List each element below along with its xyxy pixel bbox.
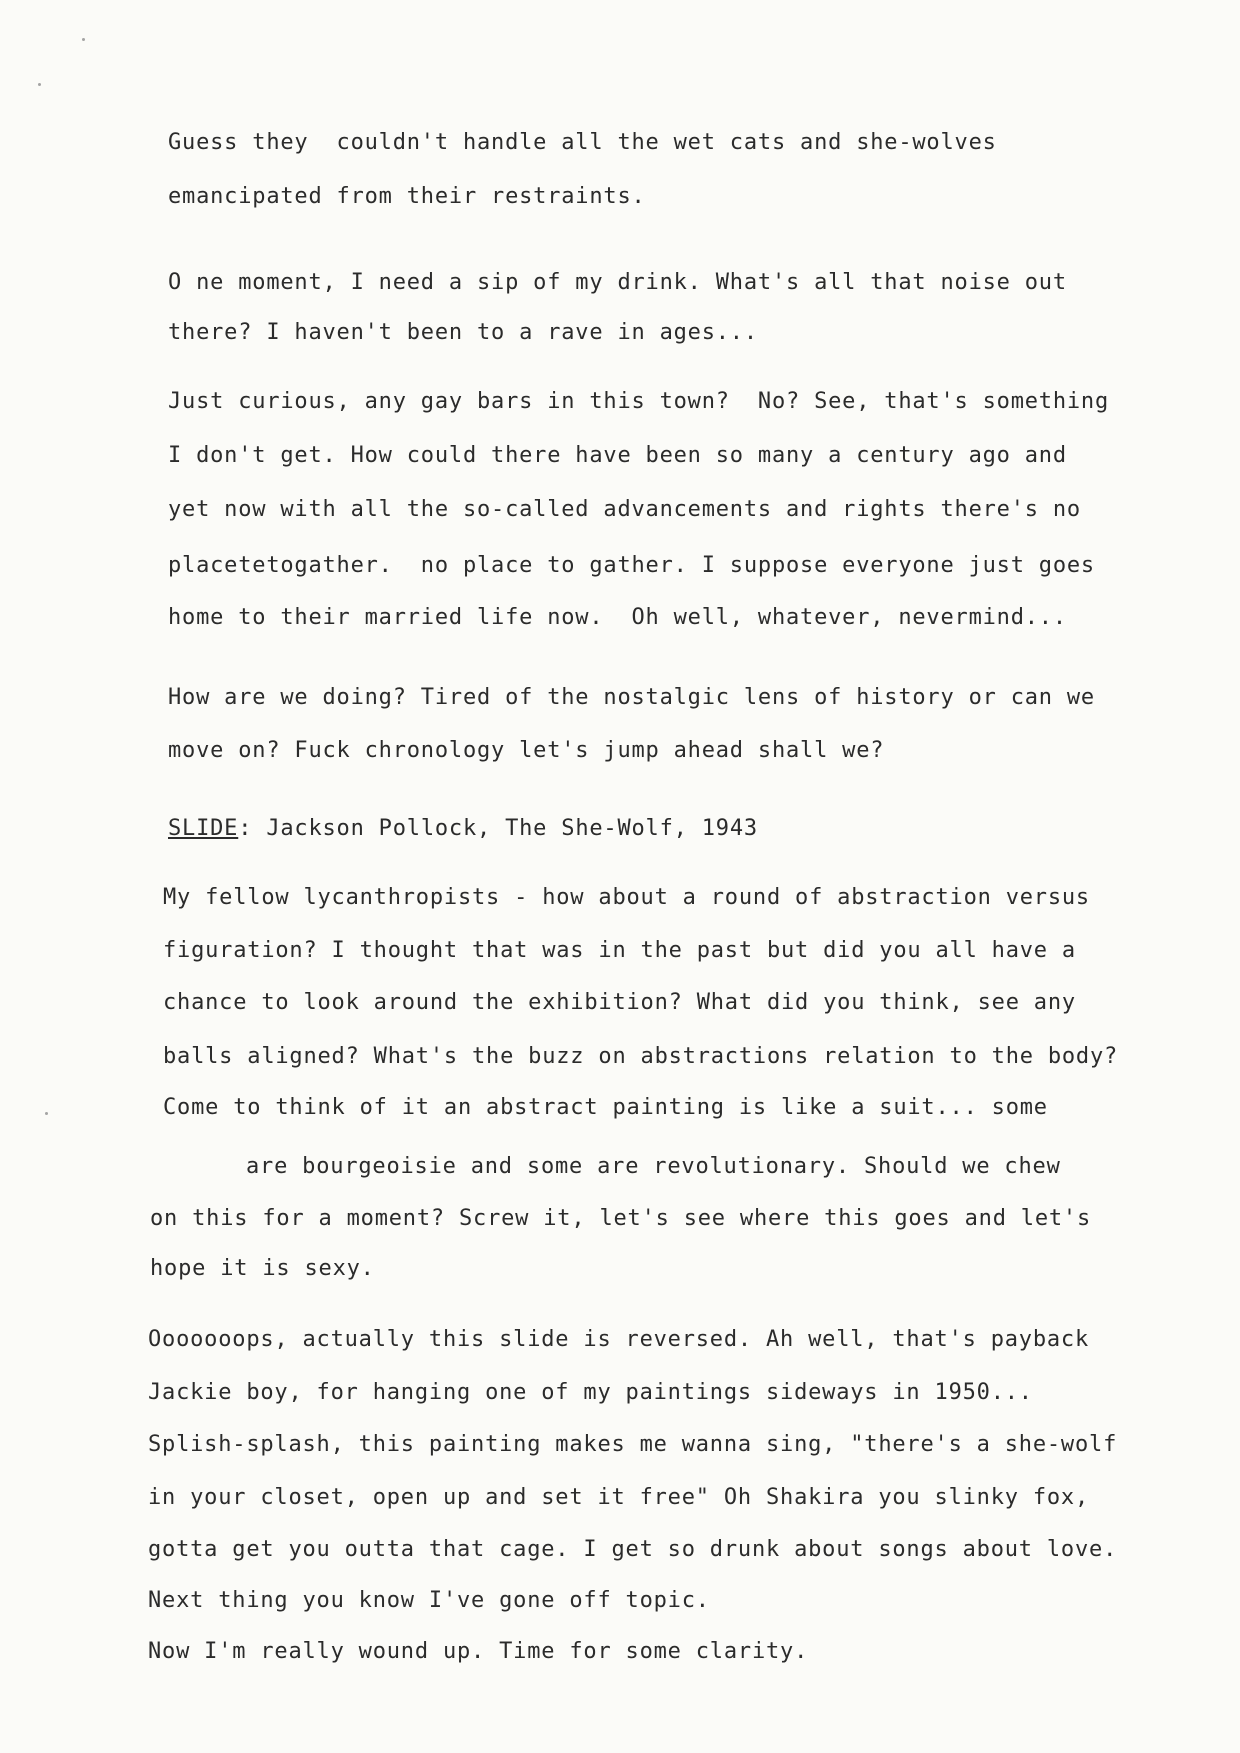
text-line: emancipated from their restraints. bbox=[168, 184, 646, 209]
text-line: balls aligned? What's the buzz on abstractions relation to the body? bbox=[163, 1044, 1119, 1069]
text-line: move on? Fuck chronology let's jump ahead shall we? bbox=[168, 738, 885, 763]
text-line: on this for a moment? Screw it, let's see where this goes and let's bbox=[150, 1206, 1092, 1231]
text-line: in your closet, open up and set it free" Oh Shakira you slinky fox, bbox=[148, 1485, 1090, 1510]
slide-caption: : Jackson Pollock, The She-Wolf, 1943 bbox=[238, 816, 758, 841]
text-line: home to their married life now. Oh well, whatever, nevermind... bbox=[168, 605, 1067, 630]
text-line: are bourgeoisie and some are revolutionary. Should we chew bbox=[246, 1154, 1061, 1179]
text-line: Splish-splash, this painting makes me wanna sing, "there's a she-wolf bbox=[148, 1432, 1118, 1457]
text-line: Guess they couldn't handle all the wet cats and she-wolves bbox=[168, 130, 997, 155]
text-line: O ne moment, I need a sip of my drink. What's all that noise out bbox=[168, 270, 1067, 295]
text-line: Ooooooops, actually this slide is reversed. Ah well, that's payback bbox=[148, 1327, 1090, 1352]
text-line: I don't get. How could there have been so many a century ago and bbox=[168, 443, 1067, 468]
text-line: placetetogather. no place to gather. I suppose everyone just goes bbox=[168, 553, 1095, 578]
text-line: How are we doing? Tired of the nostalgic lens of history or can we bbox=[168, 685, 1095, 710]
text-line: Now I'm really wound up. Time for some clarity. bbox=[148, 1639, 809, 1664]
paper-speck bbox=[45, 1112, 48, 1115]
paper-speck bbox=[38, 83, 41, 86]
text-line: chance to look around the exhibition? What did you think, see any bbox=[163, 990, 1076, 1015]
text-line: there? I haven't been to a rave in ages... bbox=[168, 320, 758, 345]
text-line: Come to think of it an abstract painting is like a suit... some bbox=[163, 1095, 1048, 1120]
text-line: yet now with all the so-called advancements and rights there's no bbox=[168, 497, 1081, 522]
text-line: My fellow lycanthropists - how about a round of abstraction versus bbox=[163, 885, 1090, 910]
text-line: figuration? I thought that was in the past but did you all have a bbox=[163, 938, 1076, 963]
text-line: Jackie boy, for hanging one of my paintings sideways in 1950... bbox=[148, 1380, 1033, 1405]
paper-speck bbox=[82, 38, 85, 41]
text-line: hope it is sexy. bbox=[150, 1256, 375, 1281]
slide-heading bbox=[168, 814, 758, 844]
text-line: Next thing you know I've gone off topic. bbox=[148, 1588, 710, 1613]
slide-label: SLIDE bbox=[168, 816, 239, 841]
text-line: gotta get you outta that cage. I get so drunk about songs about love. bbox=[148, 1537, 1118, 1562]
text-line: Just curious, any gay bars in this town? No? See, that's something bbox=[168, 389, 1110, 414]
